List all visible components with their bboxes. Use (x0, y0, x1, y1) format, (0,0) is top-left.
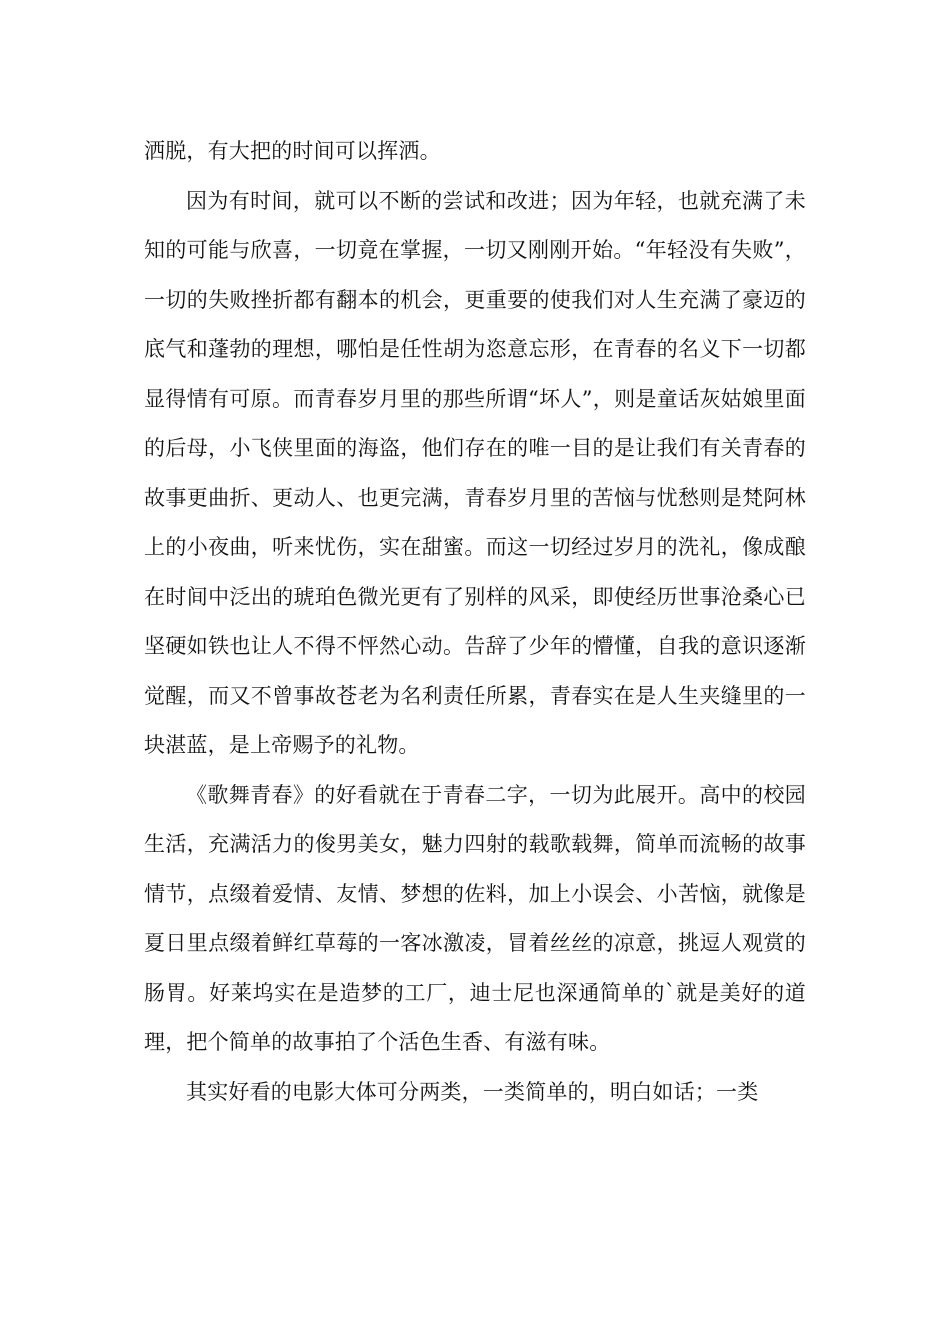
paragraph-2: 因为有时间，就可以不断的尝试和改进；因为年轻，也就充满了未知的可能与欣喜，一切竟在掌握，一切又刚刚开始。“年轻没有失败”，一切的失败挫折都有翻本的机会，更重要的使我们对人生充满了豪迈的底气和蓬勃的理想，哪怕是任性胡为恣意忘形，在青春的名义下一切都显得情有可原。而青春岁月里的那些所谓“坏人”，则是童话灰姑娘里面的后母，小飞侠里面的海盗，他们存在的唯一目的是让我们有关青春的故事更曲折、更动人、也更完满，青春岁月里的苦恼与忧愁则是梵阿林上的小夜曲，听来忧伤，实在甜蜜。而这一切经过岁月的洗礼，像成酿在时间中泛出的琥珀色微光更有了别样的风采，即使经历世事沧桑心已坚硬如铁也让人不得不怦然心动。告辞了少年的懵懂，自我的意识逐渐觉醒，而又不曾事故苍老为名利责任所累，青春实在是人生夹缝里的一块湛蓝，是上帝赐予的礼物。 (144, 188, 806, 757)
article-body (144, 127, 806, 1117)
paragraph-3: 《歌舞青春》的好看就在于青春二字，一切为此展开。高中的校园生活，充满活力的俊男美女，魅力四射的载歌载舞，简单而流畅的故事情节，点缀着爱情、友情、梦想的佐料，加上小误会、小苦恼，就像是夏日里点缀着鲜红草莓的一客冰激凌，冒着丝丝的凉意，挑逗人观赏的肠胃。好莱坞实在是造梦的工厂，迪士尼也深通简单的`就是美好的道理，把个简单的故事拍了个活色生香、有滋有味。 (144, 782, 806, 1054)
paragraph-4: 其实好看的电影大体可分两类，一类简单的，明白如话；一类 (186, 1079, 759, 1104)
paragraph-1: 洒脱，有大把的时间可以挥洒。 (144, 139, 441, 163)
